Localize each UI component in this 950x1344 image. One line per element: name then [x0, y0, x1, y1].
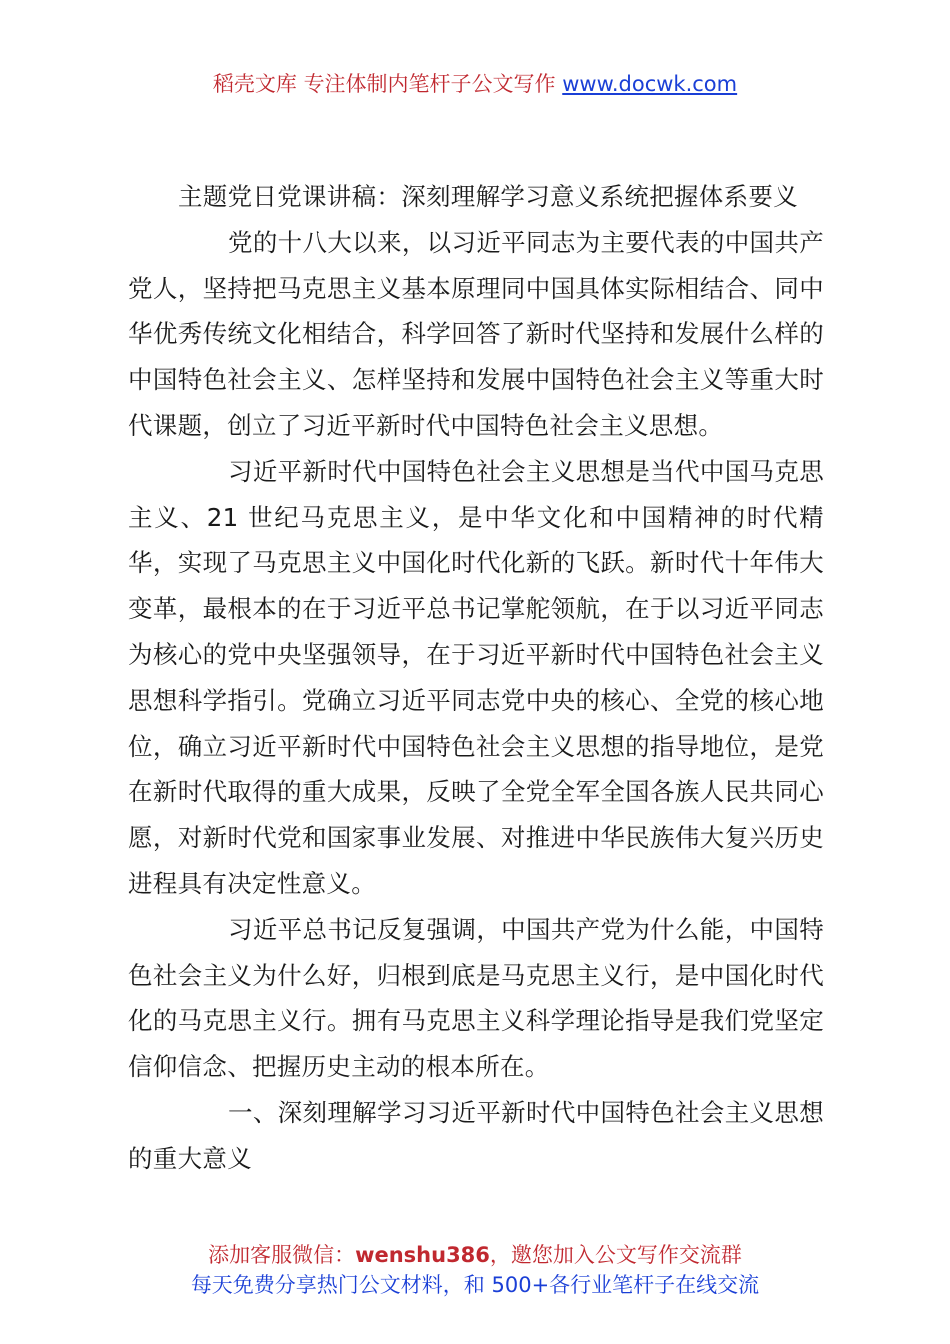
site-url-link[interactable]: www.docwk.com	[562, 72, 738, 96]
wechat-id: wenshu386	[355, 1243, 490, 1267]
paragraph: 习近平新时代中国特色社会主义思想是当代中国马克思主义、21 世纪马克思主义，是中华文化和中国精神的时代精华，实现了马克思主义中国化时代化新的飞跃。新时代十年伟大变革，最根本的在于习近平总书记掌舵领航，在于以习近平同志为核心的党中央坚强领导，在于习近平新时代中国特色社会主义思想科学指引。党确立习近平同志党中央的核心、全党的核心地位，确立习近平新时代中国特色社会主义思想的指导地位，是党在新时代取得的重大成果，反映了全党全军全国各族人民共同心愿，对新时代党和国家事业发展、对推进中华民族伟大复兴历史进程具有决定性意义。	[128, 456, 824, 898]
paragraph: 习近平总书记反复强调，中国共产党为什么能，中国特色社会主义为什么好，归根到底是马克思主义行，是中国化时代化的马克思主义行。拥有马克思主义科学理论指导是我们党坚定信仰信念、把握历史主动的根本所在。	[128, 914, 824, 1082]
brand-tagline: 专注体制内笔杆子公文写作	[303, 72, 556, 96]
footer-wechat-suffix: ，邀您加入公文写作交流群	[489, 1243, 742, 1267]
footer-wechat-prefix: 添加客服微信：	[208, 1243, 356, 1267]
footer-line-wechat	[0, 1240, 950, 1270]
document-title: 主题党日党课讲稿：深刻理解学习意义系统把握体系要义	[178, 182, 798, 211]
brand-name: 稻壳文库	[212, 72, 297, 96]
footer-line-share: 每天免费分享热门公文材料，和 500+各行业笔杆子在线交流	[190, 1273, 760, 1297]
section-heading: 一、深刻理解学习习近平新时代中国特色社会主义思想的重大意义	[128, 1097, 824, 1173]
document-body	[128, 174, 824, 1182]
site-header	[0, 66, 950, 102]
paragraph: 党的十八大以来，以习近平同志为主要代表的中国共产党人，坚持把马克思主义基本原理同中国具体实际相结合、同中华优秀传统文化相结合，科学回答了新时代坚持和发展什么样的中国特色社会主义、怎样坚持和发展中国特色社会主义等重大时代课题，创立了习近平新时代中国特色社会主义思想。	[128, 227, 824, 440]
promo-footer	[0, 1240, 950, 1300]
